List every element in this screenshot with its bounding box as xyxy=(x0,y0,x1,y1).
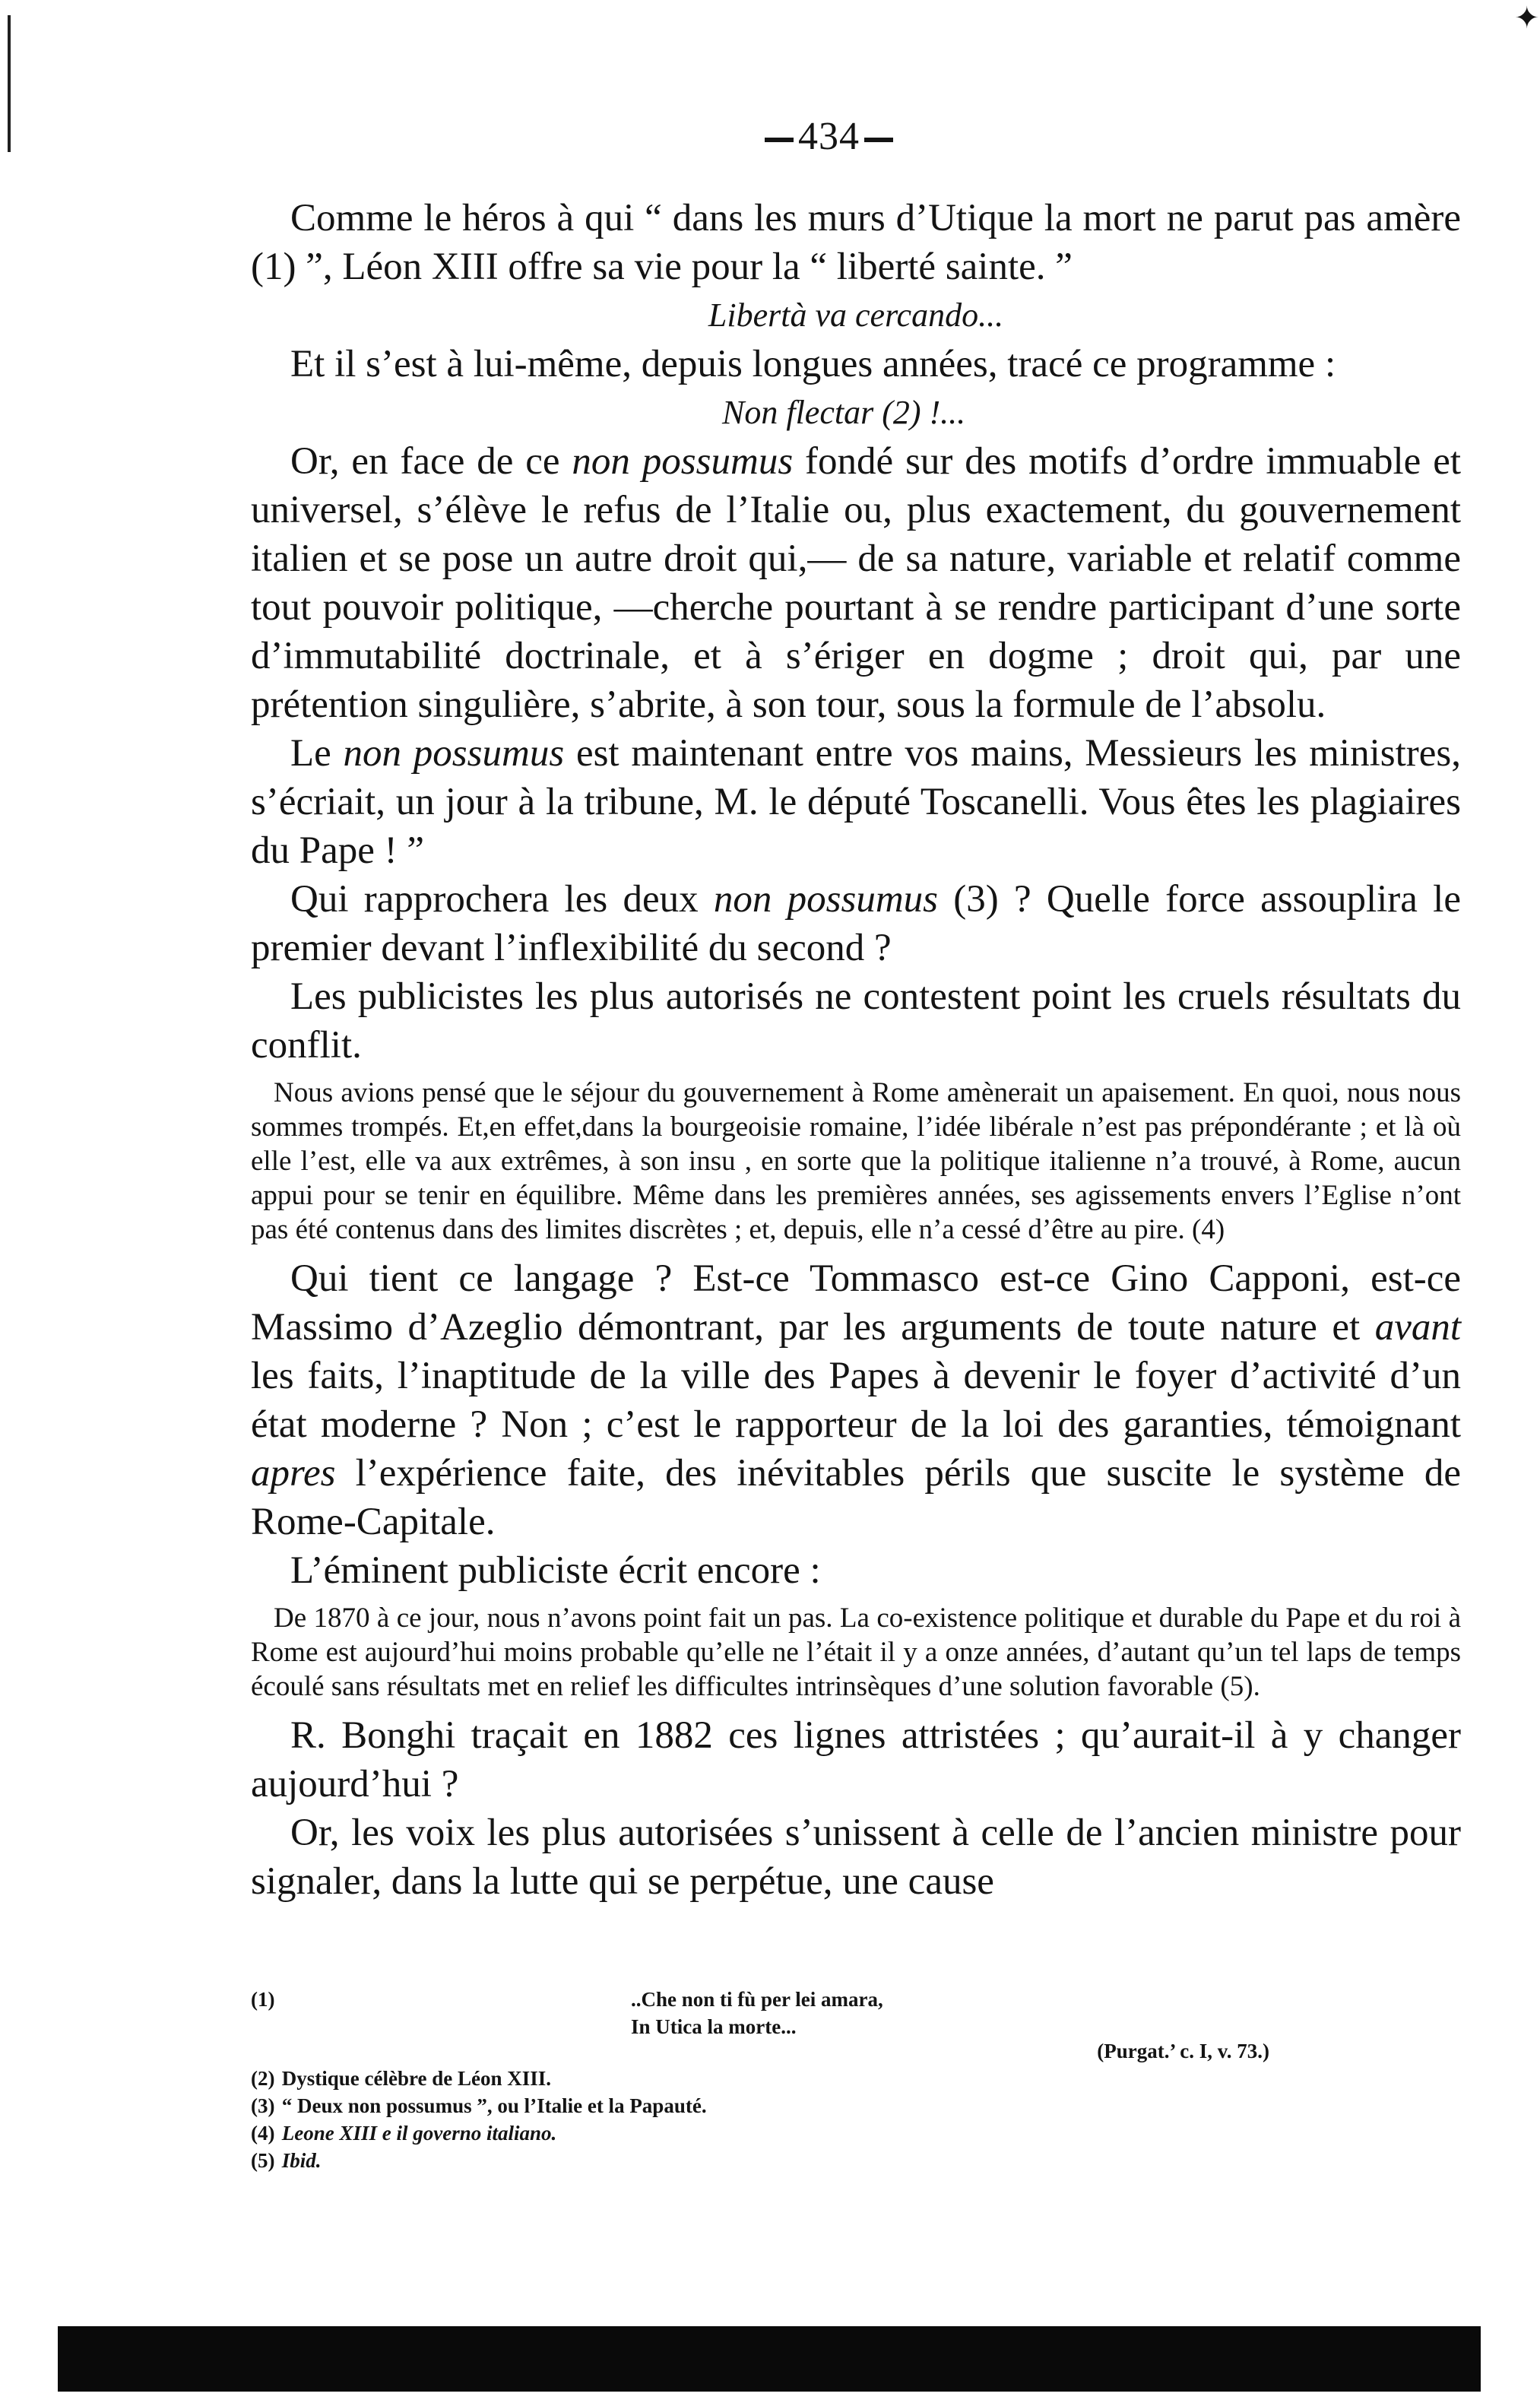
footnote-text: Ibid. xyxy=(277,2149,322,2172)
verse-quote: Libertà va cercando... xyxy=(708,296,1004,334)
footnote-number: (5) xyxy=(251,2149,275,2172)
text-run: (3) ? Quelle force assouplira le premier devant l’inflexibilité du second ? xyxy=(251,878,1461,969)
body-text xyxy=(251,194,1461,1906)
text-run: les faits, l’inaptitude de la ville des Papes à devenir le foyer d’activité d’un état moderne ? Non ; c’est le rapporteur de la loi des garanties, témoignant xyxy=(251,1355,1461,1446)
paragraph: Comme le héros à qui “ dans les murs d’Utique la mort ne parut pas amère (1) ”, Léon XIII offre sa vie pour la “ liberté sainte. ” xyxy=(251,197,1461,288)
footnote-verse-line-1: ..Che non ti fù per lei amara, xyxy=(631,1988,883,2011)
footnote-4 xyxy=(251,2119,1239,2147)
paragraph xyxy=(251,875,1461,972)
verse-quote: Non flectar (2) !... xyxy=(722,394,966,431)
page-number-header xyxy=(760,114,927,159)
footnote-reference: (Purgat.’ c. I, v. 73.) xyxy=(1097,2040,1269,2062)
text-run: l’expérience faite, des inévitables périls que suscite le système de Rome-Capitale. xyxy=(251,1452,1461,1543)
italic-phrase: avant xyxy=(1374,1306,1461,1349)
footnote-1 xyxy=(251,1986,1269,2065)
paragraph: Les publicistes les plus autorisés ne contestent point les cruels résultats du conflit. xyxy=(251,975,1461,1067)
footnote-3 xyxy=(251,2092,1239,2119)
footnote-list xyxy=(251,2065,1239,2174)
page-number: 434 xyxy=(798,115,860,158)
block-quote: Nous avions pensé que le séjour du gouvernement à Rome amènerait un apaisement. En quoi, nous nous sommes trompés. Et,en effet,dans la bourgeoisie romaine, l’idée libérale n’est pas prépondérante ; et là où elle l’est, elle va aux extrêmes, à son insu , en sorte que la politique italienne n’a trouvé, à Rome, aucun appui pour se tenir en équilibre. Même dans les premières années, ses agissements envers l’Eglise n’ont pas été contenus dans des limites discrètes ; et, depuis, elle n’a cessé d’être au pire. (4) xyxy=(251,1077,1461,1245)
footnotes xyxy=(251,1986,1269,2174)
footnote-number: (3) xyxy=(251,2094,275,2117)
text-run: Qui tient ce langage ? Est-ce Tommasco est-ce Gino Capponi, est-ce Massimo d’Azeglio démontrant, par les arguments de toute nature et xyxy=(251,1257,1461,1349)
scan-mark: ✦ xyxy=(1514,1,1540,35)
footnote-5 xyxy=(251,2147,1239,2174)
paragraph xyxy=(251,1254,1461,1546)
footnote-number: (1) xyxy=(251,1988,275,2011)
header-dash-left xyxy=(765,138,794,142)
italic-phrase: non possumus xyxy=(343,732,565,775)
italic-phrase: non possumus xyxy=(713,878,938,921)
footnote-text: Leone XIII e il governo italiano. xyxy=(277,2122,557,2145)
paragraph xyxy=(251,437,1461,729)
header-dash-right xyxy=(864,138,893,142)
text-run: Le xyxy=(290,732,344,775)
text-run: Or, en face de ce xyxy=(290,440,572,483)
paragraph xyxy=(251,729,1461,875)
footnote-number: (2) xyxy=(251,2067,275,2090)
scan-bottom-border xyxy=(58,2326,1481,2392)
footnote-2 xyxy=(251,2065,1239,2092)
footnote-verse-line-2: In Utica la morte... xyxy=(631,2015,797,2038)
text-run: Qui rapprochera les deux xyxy=(290,878,714,921)
scan-edge-line xyxy=(8,15,11,152)
footnote-text: Dystique célèbre de Léon XIII. xyxy=(277,2067,551,2090)
text-run: fondé sur des motifs d’ordre immuable et universel, s’élève le refus de l’Italie ou, plus exactement, du gouvernement italien et se pose un autre droit qui,— de sa nature, variable et relatif comme tout pouvoir politique, —cherche pourtant à se rendre participant d’une sorte d’immutabilité doctrinale, et à s’ériger en dogme ; droit qui, par une prétention singulière, s’abrite, à son tour, sous la formule de l’absolu. xyxy=(251,440,1461,726)
italic-phrase: non possumus xyxy=(572,440,794,483)
paragraph: Et il s’est à lui-même, depuis longues années, tracé ce programme : xyxy=(290,343,1336,385)
footnote-number: (4) xyxy=(251,2122,275,2145)
footnote-text: “ Deux non possumus ”, ou l’Italie et la Papauté. xyxy=(277,2094,707,2117)
paragraph: Or, les voix les plus autorisées s’unissent à celle de l’ancien ministre pour signaler, dans la lutte qui se perpétue, une cause xyxy=(251,1812,1461,1903)
block-quote: De 1870 à ce jour, nous n’avons point fait un pas. La co-existence politique et durable du Pape et du roi à Rome est aujourd’hui moins probable qu’elle ne l’était il y a onze années, d’autant qu’un tel laps de temps écoulé sans résultats met en relief les difficultes intrinsèques d’une solution favorable (5). xyxy=(251,1603,1461,1702)
paragraph: R. Bonghi traçait en 1882 ces lignes attristées ; qu’aurait-il à y changer aujourd’hui ? xyxy=(251,1714,1461,1805)
paragraph: L’éminent publiciste écrit encore : xyxy=(290,1549,821,1592)
italic-phrase: apres xyxy=(251,1452,336,1495)
text-run: est maintenant entre vos mains, Messieurs les ministres, s’écriait, un jour à la tribune, M. le député Toscanelli. Vous êtes les plagiaires du Pape ! ” xyxy=(251,732,1462,872)
